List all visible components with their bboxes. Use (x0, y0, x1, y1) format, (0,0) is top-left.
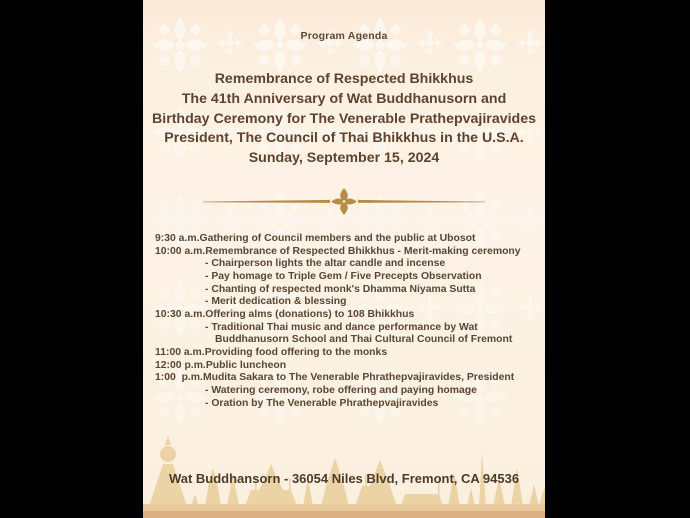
agenda-time: 10:00 a.m. (155, 245, 206, 257)
title-line-5: Sunday, September 15, 2024 (248, 150, 440, 167)
title-line-4: President, The Council of Thai Bhikkhus in the U.S.A. (164, 130, 524, 147)
event-title (143, 70, 545, 169)
agenda-row (155, 372, 539, 385)
diamond-ornament-icon (331, 188, 357, 215)
agenda-row (155, 271, 539, 284)
agenda-time: 1:00 p.m. (155, 372, 203, 384)
agenda-text: Remembrance of Respected Bhikkhus - Merit-making ceremony (205, 245, 521, 257)
agenda-time: 9:30 a.m. (155, 233, 200, 244)
agenda-text: - Chanting of respected monk's Dhamma Niyama Sutta (205, 283, 476, 295)
agenda-text: - Traditional Thai music and dance performance by Wat (205, 321, 478, 333)
title-line-3: Birthday Ceremony for The Venerable Prathepvajiravides (152, 110, 536, 127)
agenda-text: Gathering of Council members and the public at Ubosot (199, 233, 476, 244)
agenda-text: Offering alms (donations) to 108 Bhikkhus (205, 308, 415, 320)
agenda-row (155, 246, 539, 259)
agenda-text: - Chairperson lights the altar candle and incense (205, 258, 446, 270)
agenda-text: - Pay homage to Triple Gem / Five Precepts Observation (205, 270, 482, 282)
title-line-2: The 41th Anniversary of Wat Buddhanusorn and (181, 90, 507, 107)
agenda-row (155, 360, 539, 373)
agenda-row (155, 284, 539, 297)
agenda-time: 10:30 a.m. (155, 308, 206, 320)
agenda-text: Providing food offering to the monks (204, 346, 388, 358)
agenda-text: Buddhanusorn School and Thai Cultural Council of Fremont (215, 334, 513, 346)
agenda-time: 11:00 a.m. (155, 346, 205, 358)
agenda-text: - Merit dedication & blessing (205, 296, 347, 308)
agenda-text: - Oration by The Venerable Phrathepvajiravides (205, 397, 439, 409)
agenda-row (155, 385, 539, 398)
agenda-row (155, 398, 539, 411)
agenda-row (155, 347, 539, 360)
agenda-text: Public luncheon (205, 359, 287, 371)
footer-address: Wat Buddhansorn - 36054 Niles Blvd, Fremont, CA 94536 (168, 471, 520, 486)
agenda-text: - Watering ceremony, robe offering and paying homage (205, 384, 477, 396)
agenda-row (155, 334, 539, 347)
page-label: Program Agenda (300, 30, 388, 42)
ornamental-divider (143, 184, 545, 220)
agenda-row (155, 309, 539, 322)
title-line-1: Remembrance of Respected Bhikkhus (214, 71, 474, 87)
agenda-list (155, 233, 539, 410)
agenda-text: Mudita Sakara to The Venerable Phrathepvajiravides, President (202, 372, 515, 384)
agenda-row (155, 322, 539, 335)
agenda-row (155, 296, 539, 309)
program-agenda-page (143, 0, 545, 518)
agenda-time: 12:00 p.m. (155, 359, 206, 371)
agenda-row (155, 258, 539, 271)
agenda-row (155, 233, 539, 246)
